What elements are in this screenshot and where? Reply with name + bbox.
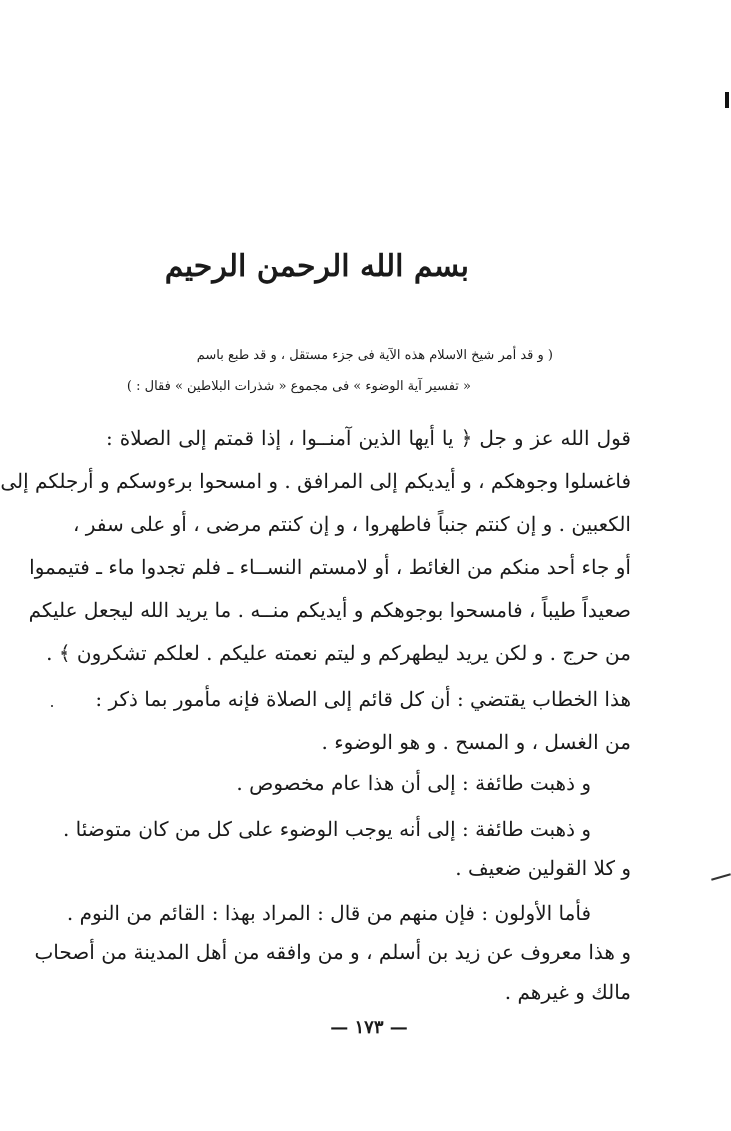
verse-line: قول الله عز و جل ﴿ يا أيها الذين آمنــوا ، إذا قمتم إلى الصلاة : [106,426,631,450]
verse-line: الكعبين . و إن كنتم جنباً فاطهروا ، و إن كنتم مرضى ، أو على سفر ، [72,512,631,536]
paragraph-line: هذا الخطاب يقتضي : أن كل قائم إلى الصلاة فإنه مأمور بما ذكر : [95,687,631,711]
verse-line: فاغسلوا وجوهكم ، و أيديكم إلى المرافق . و امسحوا برءوسكم و أرجلكم إلى [0,469,631,493]
paragraph-line: مالك و غيرهم . [504,980,631,1004]
verse-line: صعيداً طيباً ، فامسحوا بوجوهكم و أيديكم منــه . ما يريد الله ليجعل عليكم [28,598,631,622]
verse-line: من حرج . و لكن يريد ليطهركم و ليتم نعمته عليكم . لعلكم تشكرون ﴾ . [46,641,631,665]
paragraph-line: و ذهبت طائفة : إلى أن هذا عام مخصوص . [236,771,591,795]
verse-line: أو جاء أحد منكم من الغائط ، أو لامستم النســاء ـ فلم تجدوا ماء ـ فتيمموا [29,555,631,579]
paragraph-line: و ذهبت طائفة : إلى أنه يوجب الوضوء على كل من كان متوضئا . [62,817,591,841]
page-number: — ١٧٣ — [330,1017,408,1038]
paragraph-line: و هذا معروف عن زيد بن أسلم ، و من وافقه من أهل المدينة من أصحاب [34,940,631,964]
basmala-calligraphy: بسم الله الرحمن الرحيم [164,249,469,284]
paragraph-line: من الغسل ، و المسح . و هو الوضوء . [321,730,631,754]
scan-mark [711,873,731,880]
paragraph-line: فأما الأولون : فإن منهم من قال : المراد بهذا : القائم من النوم . [66,901,591,925]
scan-mark [51,705,53,707]
paragraph-line: و كلا القولين ضعيف . [455,856,631,880]
scan-mark [725,92,729,108]
editor-note-line-2: « تفسير آية الوضوء » فى مجموع « شذرات البلاطين » فقال : ) [126,379,471,394]
editor-note-line-1: ( و قد أمر شيخ الاسلام هذه الآية فى جزء مستقل ، و قد طبع باسم [196,348,553,363]
